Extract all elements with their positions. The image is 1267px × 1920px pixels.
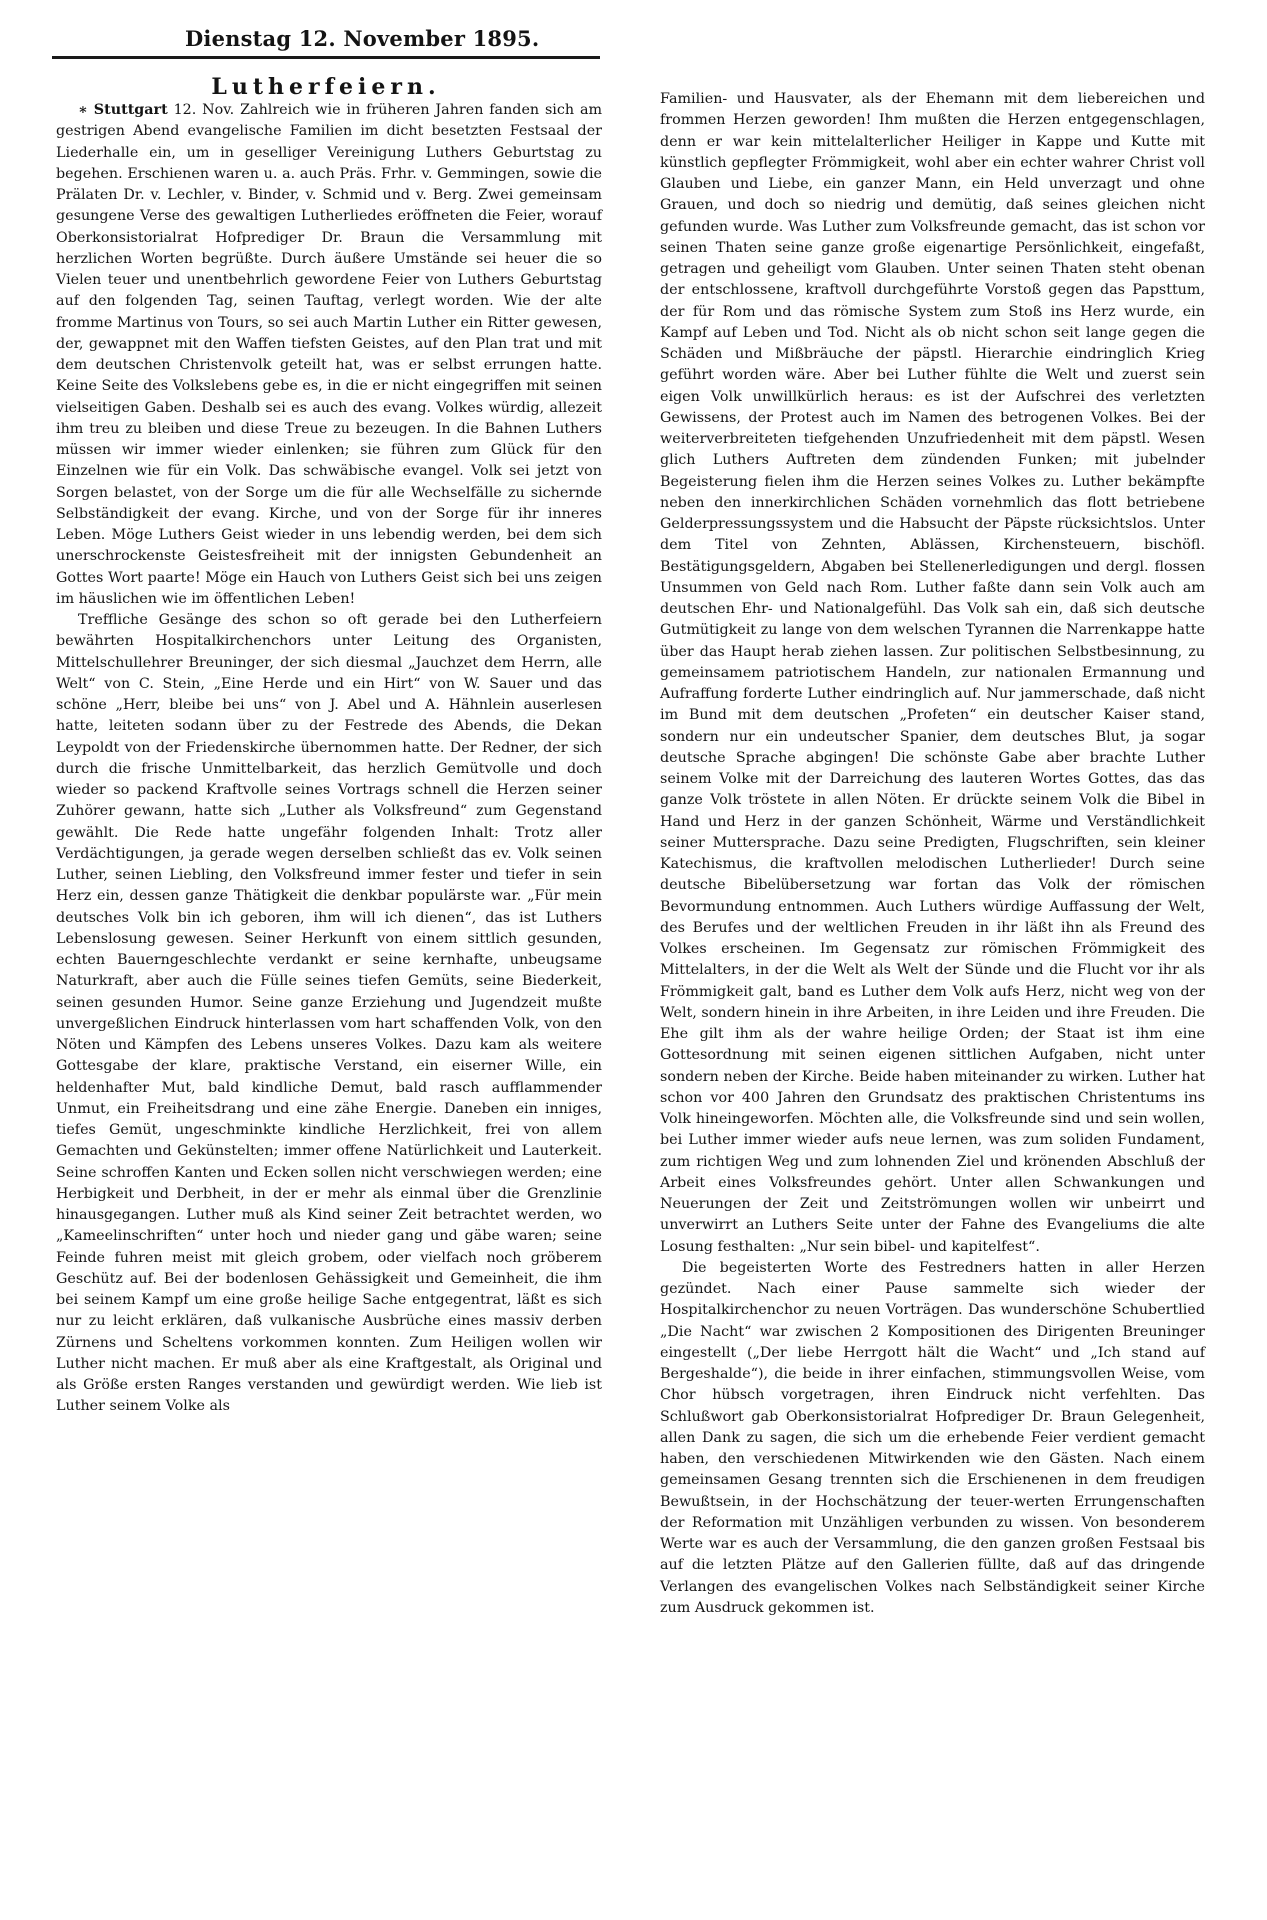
right-column [660,89,1205,1619]
page-dateline: Dienstag 12. November 1895. [185,26,540,51]
article-paragraph-1-text: Zahlreich wie in früheren Jahren fanden sich am gestrigen Abend evangelische Familien im dicht besetzten Festsaal der Liederhalle ein, um in geselliger Vereinigung Luthers Geburtstag zu begehen. Erschienen waren u. a. auch Präs. Frhr. v. Gemmingen, sowie die Prälaten Dr. v. Lechler, v. Binder, v. Schmid und v. Berg. Zwei gemeinsam gesungene Verse des gewaltigen Lutherliedes eröffneten die Feier, worauf Oberkonsistorialrat Hofprediger Dr. Braun die Versammlung mit herzlichen Worten begrüßte. Durch äußere Umstände sei heuer die so Vielen teuer und unentbehrlich gewordene Feier von Luthers Geburtstag auf den folgenden Tag, seinen Tauftag, verlegt worden. Wie der alte fromme Martinus von Tours, so sei auch Martin Luther ein Ritter gewesen, der, gewappnet mit den Waffen tiefsten Geistes, auf den Plan trat und mit dem deutschen Christenvolk geteilt hat, was er selbst errungen hatte. Keine Seite des Volkslebens gebe es, in die er nicht eingegriffen mit seinen vielseitigen Gaben. Deshalb sei es auch des evang. Volkes würdig, allezeit ihm treu zu bleiben und diese Treue zu bezeugen. In die Bahnen Luthers müssen wir immer wieder einlenken; sie führen zum Glück für den Einzelnen wie für ein Volk. Das schwäbische evangel. Volk sei jetzt von Sorgen belastet, von der Sorge um die für alle Wechselfälle zu sichernde Selbständigkeit der evang. Kirche, und von der Sorge für ihr inneres Leben. Möge Luthers Geist wieder in uns lebendig werden, bei dem sich unerschrockenste Geistesfreiheit mit der innigsten Gebundenheit an Gottes Wort paarte! Möge ein Hauch von Luthers Geist sich bei uns zeigen im häuslichen wie im öffentlichen Leben! [56,102,603,607]
article-paragraph-2-continued: Familien- und Hausvater, als der Ehemann mit dem liebereichen und frommen Herzen geworden! Ihm mußten die Herzen entgegenschlagen, denn er war kein mittelalterlicher Heiliger in Kappe und Kutte mit künstlich gepflegter Frömmigkeit, wohl aber ein echter wahrer Christ voll Glauben und Liebe, ein ganzer Mann, ein Held unverzagt und ohne Grauen, und doch so niedrig und demütig, daß seines gleichen nicht gefunden wurde. Was Luther zum Volksfreunde gemacht, das ist schon vor seinen Thaten seine ganze große eigenartige Persönlichkeit, eingefaßt, getragen und geheiligt vom Glauben. Unter seinen Thaten steht obenan der entschlossene, kraftvoll durchgeführte Vorstoß gegen das Papsttum, der für Rom und das römische System zum Stoß ins Herz wurde, ein Kampf auf Leben und Tod. Nicht als ob nicht schon seit lange gegen die Schäden und Mißbräuche der päpstl. Hierarchie eindringlich Krieg geführt worden wäre. Aber bei Luther fühlte die Welt und zuerst sein eigen Volk unwillkürlich heraus: es ist der Aufschrei des verletzten Gewissens, der Protest auch im Namen des betrogenen Volkes. Bei der weiterverbreiteten tiefgehenden Unzufriedenheit mit dem päpstl. Wesen glich Luthers Auftreten dem zündenden Funken; mit jubelnder Begeisterung fielen ihm die Herzen seines Volkes zu. Luther bekämpfte neben den innerkirchlichen Schäden vornehmlich das flott betriebene Gelderpressungssystem und die Habsucht der Päpste rücksichtslos. Unter dem Titel von Zehnten, Ablässen, Kirchensteuern, bischöfl. Bestätigungsgeldern, Abgaben bei Stellenerledigungen und dergl. flossen Unsummen von Geld nach Rom. Luther faßte dann sein Volk auch am deutschen Ehr- und Nationalgefühl. Das Volk sah ein, daß sich deutsche Gutmütigkeit zu lange von dem welschen Tyrannen die Narrenkappe hatte über das Haupt herab ziehen lassen. Zur politischen Selbstbesinnung, zu gemeinsamem patriotischem Handeln, zur nationalen Ermannung und Aufraffung forderte Luther eindringlich auf. Nur jammerschade, daß nicht im Bund mit dem deutschen „Profeten“ ein deutscher Kaiser stand, sondern nur ein undeutscher Spanier, dem deutsches Blut, ja sogar deutsche Sprache abgingen! Die schönste Gabe aber brachte Luther seinem Volke mit der Darreichung des lauteren Wortes Gottes, das das ganze Volk tröstete in allen Nöten. Er drückte seinem Volk die Bibel in Hand und Herz in der ganzen Schönheit, Wärme und Verständlichkeit seiner Muttersprache. Dazu seine Predigten, Flugschriften, sein kleiner Katechismus, die kraftvollen melodischen Lutherlieder! Durch seine deutsche Bibelübersetzung war fortan das Volk der römischen Bevormundung entnommen. Auch Luthers würdige Auffassung der Welt, des Berufes und der weltlichen Freuden in ihr läßt ihn als Freund des Volkes erscheinen. Im Gegensatz zur römischen Frömmigkeit des Mittelalters, in der die Welt als Welt der Sünde und die Flucht vor ihr als Frömmigkeit galt, band es Luther dem Volk aufs Herz, nicht weg von der Welt, sondern hinein in ihre Arbeiten, in ihre Leiden und ihre Freuden. Die Ehe gilt ihm als der wahre heilige Orden; der Staat ist ihm eine Gottesordnung mit seinen eigenen sittlichen Aufgaben, nicht unter sondern neben der Kirche. Beide haben miteinander zu wirken. Luther hat schon vor 400 Jahren den Grundsatz des praktischen Christentums ins Volk hineingeworfen. Möchten alle, die Volksfreunde sind und sein wollen, bei Luther immer wieder aufs neue lernen, was zum soliden Fundament, zum richtigen Weg und zum lohnenden Ziel und krönenden Abschluß der Arbeit eines Volksfreundes gehört. Unter allen Schwankungen und Neuerungen der Zeit und Zeitströmungen wollen wir unbeirrt und unverwirrt an Luthers Seite unter der Fahne des Evangeliums die alte Losung festhalten: „Nur sein bibel- und kapitelfest“. [660,91,1205,1255]
left-column [56,100,602,1418]
article-paragraph-3: Die begeisterten Worte des Festredners hatten in aller Herzen gezündet. Nach einer Pause sammelte sich wieder der Hospitalkirchenchor zu neuen Vorträgen. Das wunderschöne Schubertlied „Die Nacht“ war zwischen 2 Kompositionen des Dirigenten Breuninger eingestellt („Der liebe Herrgott hält die Wacht“ und „Ich stand auf Bergeshalde“), die beide in ihrer einfachen, stimmungsvollen Weise, vom Chor hübsch vorgetragen, ihren Eindruck nicht verfehlten. Das Schlußwort gab Oberkonsistorialrat Hofprediger Dr. Braun Gelegenheit, allen Dank zu sagen, die sich um die erhebende Feier verdient gemacht haben, den verschiedenen Mitwirkenden wie den Gästen. Nach einem gemeinsamen Gesang trennten sich die Erschienenen in dem freudigen Bewußtsein, in der Hochschätzung der teuer-werten Errungenschaften der Reformation mit Unzähligen verbunden zu wissen. Von besonderem Werte war es auch der Versammlung, die den ganzen großen Festsaal bis auf die letzten Plätze auf den Gallerien füllte, daß auf das dringende Verlangen des evangelischen Volkes nach Selbständigkeit seiner Kirche zum Ausdruck gekommen ist. [660,1259,1205,1616]
lead-place: Stuttgart [93,102,168,118]
article-paragraph-2: Treffliche Gesänge des schon so oft gerade bei den Lutherfeiern bewährten Hospitalkirchenchors unter Leitung des Organisten, Mittelschullehrer Breuninger, der sich diesmal „Jauchzet dem Herrn, alle Welt“ von C. Stein, „Eine Herde und ein Hirt“ von W. Sauer und das schöne „Herr, bleibe bei uns“ von J. Abel und A. Hähnlein auserlesen hatte, leiteten sodann über zu der Festrede des Abends, die Dekan Leypoldt von der Friedenskirche übernommen hatte. Der Redner, der sich durch die frische Unmittelbarkeit, das herzlich Gemütvolle und doch wieder so packend Kraftvolle seines Vortrags schnell die Herzen seiner Zuhörer gewann, hatte sich „Luther als Volksfreund“ zum Gegenstand gewählt. Die Rede hatte ungefähr folgenden Inhalt: Trotz aller Verdächtigungen, ja gerade wegen derselben schließt das ev. Volk seinen Luther, seinen Liebling, den Volksfreund immer fester und tiefer in sein Herz ein, dessen ganze Thätigkeit die denkbar populärste war. „Für mein deutsches Volk bin ich geboren, ihm will ich dienen“, das ist Luthers Lebenslosung gewesen. Seiner Herkunft von einem sittlich gesunden, echten Bauerngeschlechte verdankt er seine kernhafte, unbeugsame Naturkraft, aber auch die Fülle seines tiefen Gemüts, seine Biederkeit, seinen gesunden Humor. Seine ganze Erziehung und Jugendzeit mußte unvergeßlichen Eindruck hinterlassen vom hart schaffenden Volk, von den Nöten und Kämpfen des Lebens unseres Volkes. Dazu kam als weitere Gottesgabe der klare, praktische Verstand, ein eiserner Wille, ein heldenhafter Mut, bald kindliche Demut, bald rasch aufflammender Unmut, ein Freiheitsdrang und eine zähe Energie. Daneben ein inniges, tiefes Gemüt, ungeschminkte kindliche Herzlichkeit, frei von allem Gemachten und Gekünstelten; immer offene Natürlichkeit und Lauterkeit. Seine schroffen Kanten und Ecken sollen nicht verschwiegen werden; eine Herbigkeit und Derbheit, in der er mehr als einmal über die Grenzlinie hinausgegangen. Luther muß als Kind seiner Zeit betrachtet werden, wo „Kameelinschriften“ unter hoch und nieder gang und gäbe waren; seine Feinde fuhren meist mit gleich grobem, oder vielfach noch gröberem Geschütz auf. Bei der bodenlosen Gehässigkeit und Gemeinheit, die ihm bei seinem Kampf um eine große heilige Sache entgegentrat, läßt es sich nur zu leicht erklären, daß vulkanische Ausbrüche eines massiv derben Zürnens und Scheltens vorkommen konnten. Zum Heiligen wollen wir Luther nicht machen. Er muß aber als eine Kraftgestalt, als Original und als Größe ersten Ranges verstanden und gewürdigt werden. Wie lieb ist Luther seinem Volke als [56,612,602,1415]
article-paragraph-1 [56,100,602,610]
lead-mark: ∗ [78,102,88,118]
header-rule [52,56,600,59]
article-headline: Lutherfeiern. [211,74,441,100]
lead-date: 12. Nov. [173,102,235,118]
